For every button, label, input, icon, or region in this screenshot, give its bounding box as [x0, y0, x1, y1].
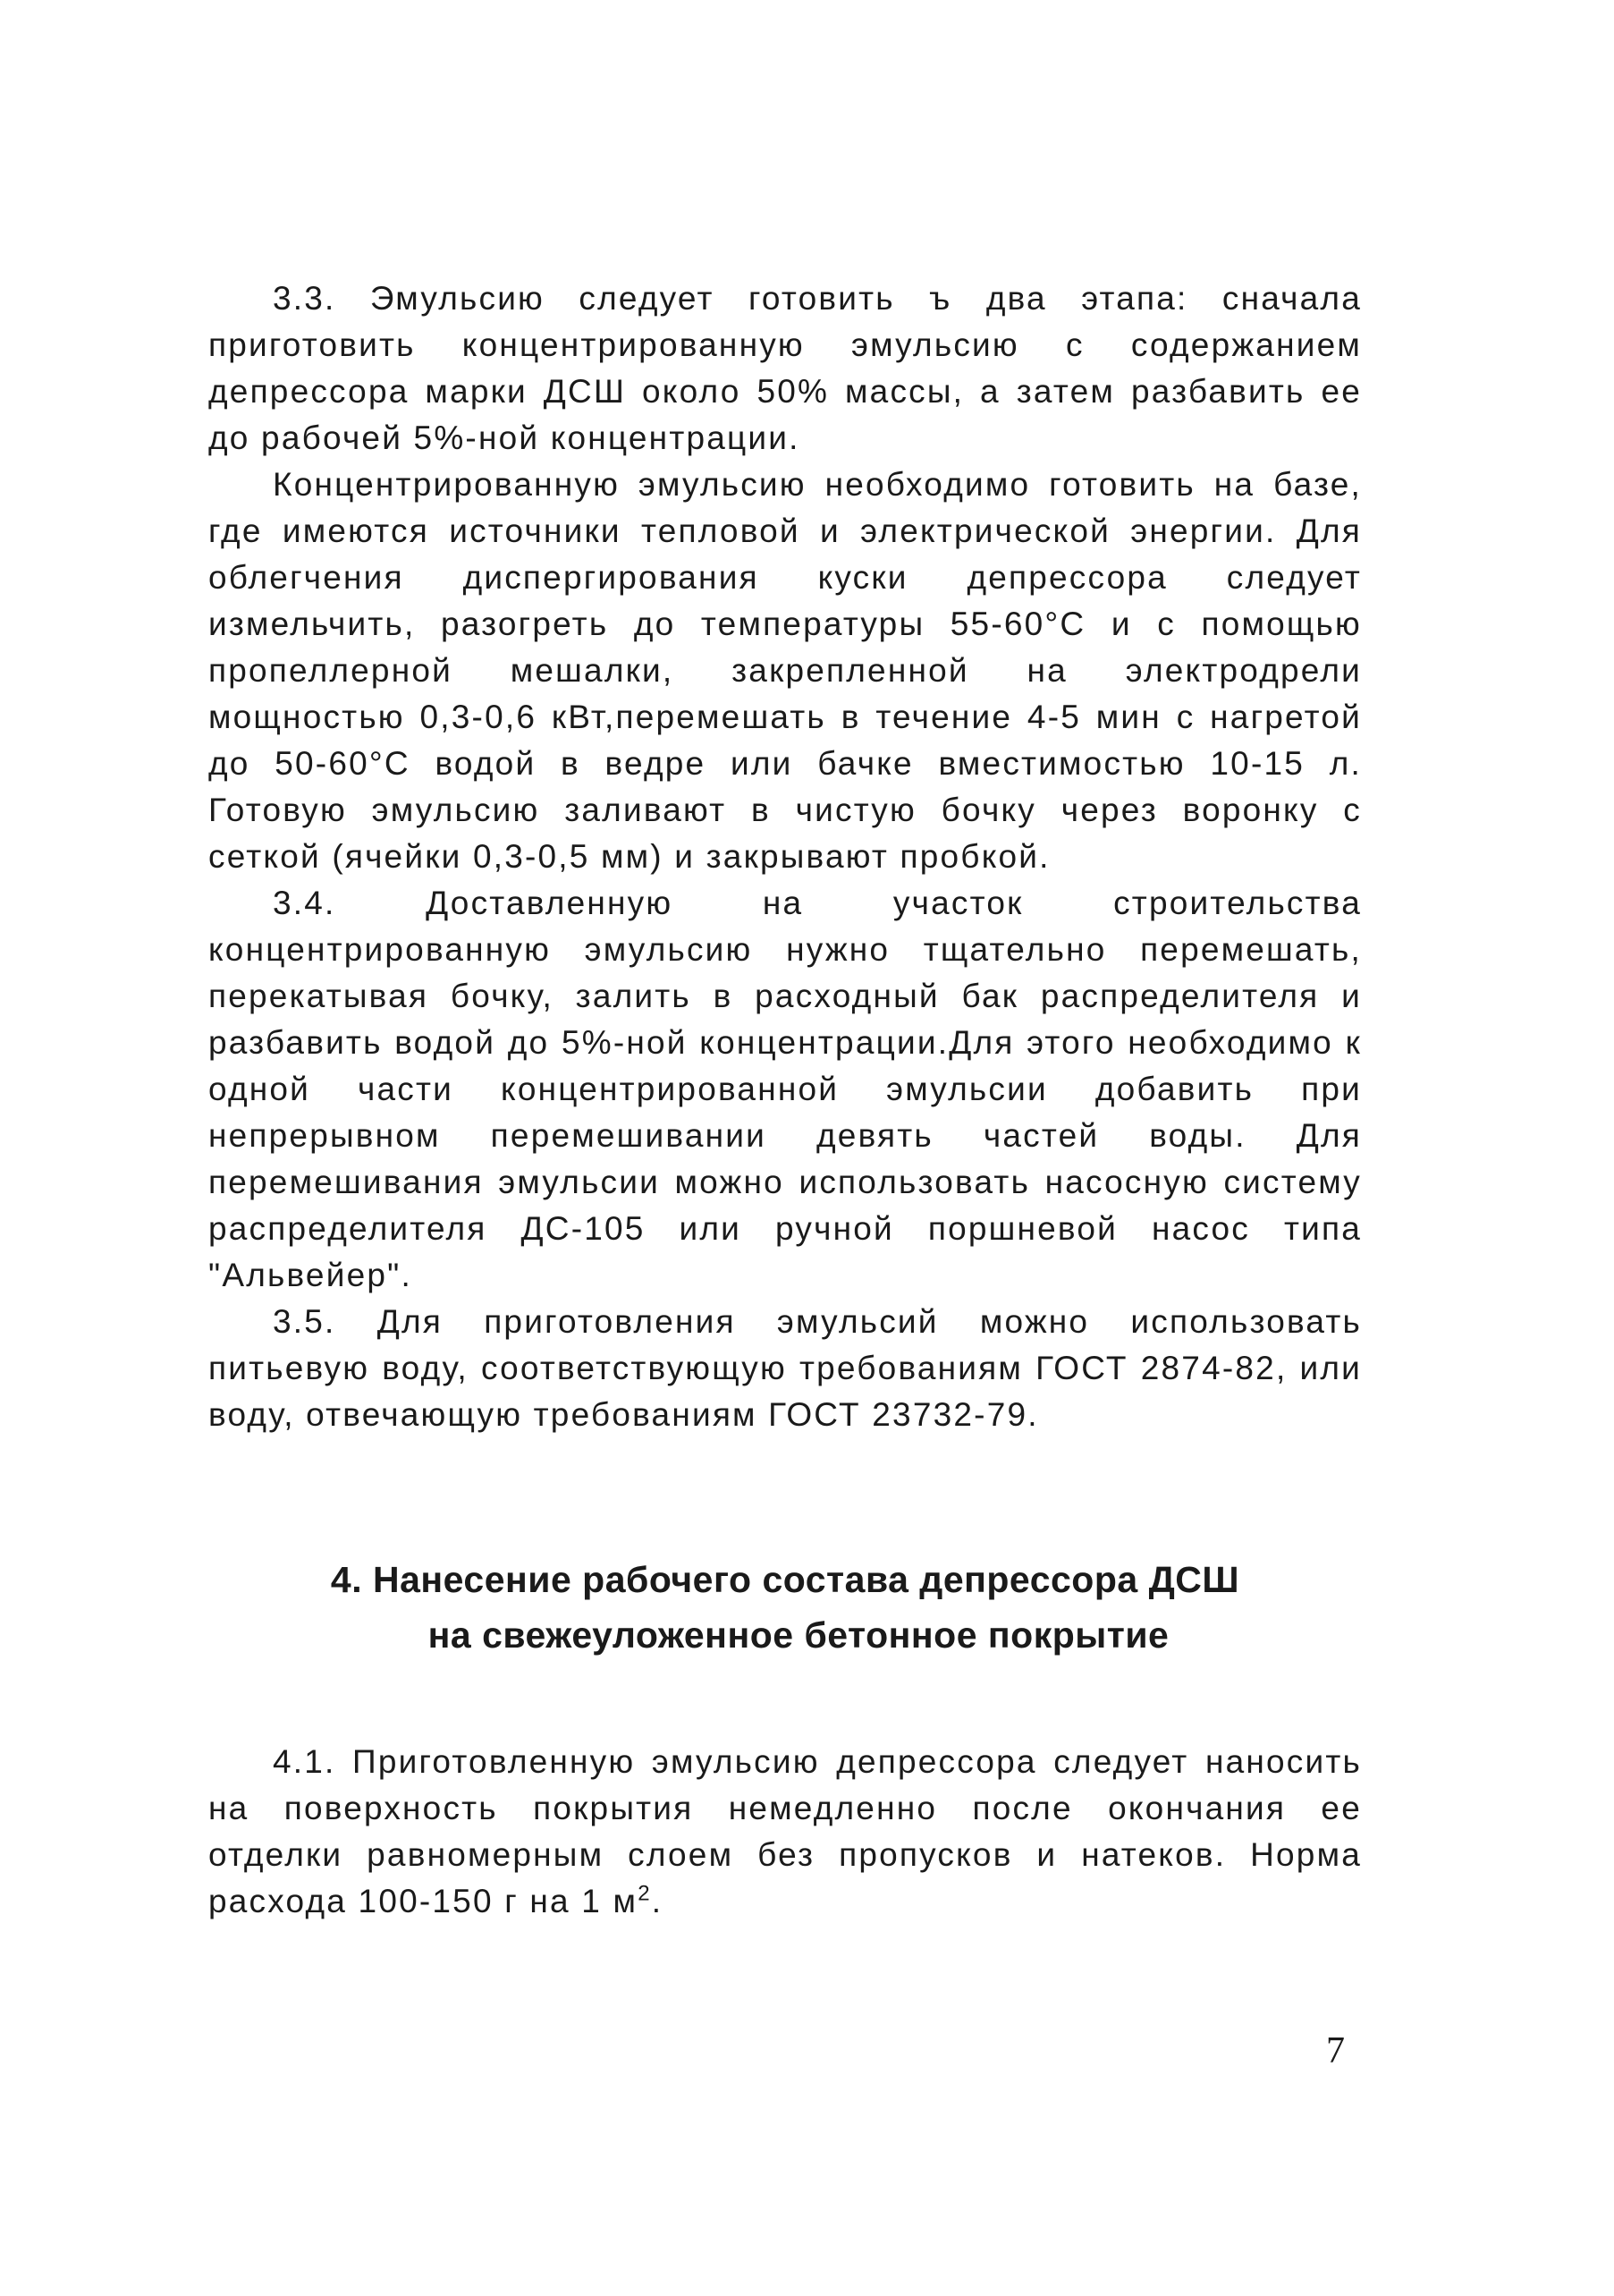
paragraph-3-4: 3.4. Доставленную на участок строительства концентрированную эмульсию нужно тщательно перемешать, перекатывая бочку, залить в расходный бак распределителя и разбавить водой до 5%-ной концентрации.Для этого необходимо к одной части концентрированной эмульсии добавить при непрерывном перемешивании девять частей воды. Для перемешивания эмульсии можно использовать насосную систему распределителя ДС-105 или ручной поршневой насос типа "Альвейер".	[208, 885, 1362, 1293]
section-4-heading-line-1: 4. Нанесение рабочего состава депрессора ДСШ	[330, 1559, 1240, 1600]
paragraph-3-5: 3.5. Для приготовления эмульсий можно использовать питьевую воду, соответствующую требованиям ГОСТ 2874-82, или воду, отвечающую требованиям ГОСТ 23732-79.	[208, 1303, 1362, 1433]
paragraph-3-3-continued: Концентрированную эмульсию необходимо готовить на базе, где имеются источники тепловой и электрической энергии. Для облегчения диспергирования куски депрессора следует измельчить, разогреть до температуры 55-60°С и с помощью пропеллерной мешалки, закрепленной на электродрели мощностью 0,3-0,6 кВт,перемешать в течение 4-5 мин с нагретой до 50-60°С водой в ведре или бачке вместимостью 10-15 л. Готовую эмульсию заливают в чистую бочку через воронку с сеткой (ячейки 0,3-0,5 мм) и закрывают пробкой.	[208, 466, 1362, 875]
section-3-text	[208, 275, 1362, 1438]
paragraph-4-1-end: .	[651, 1883, 663, 1919]
paragraph-4-1-text: 4.1. Приготовленную эмульсию депрессора следует наносить на поверхность покрытия немедленно после окончания ее отделки равномерным слоем без пропусков и натеков. Норма расхода 100-150 г на 1 м	[208, 1743, 1362, 1919]
superscript-square: 2	[638, 1881, 652, 1906]
paragraph-3-3: 3.3. Эмульсию следует готовить ъ два этапа: сначала приготовить концентрированную эмульсию с содержанием депрессора марки ДСШ около 50% массы, а затем разбавить ее до рабочей 5%-ной концентрации.	[208, 280, 1362, 456]
page-number: 7	[1326, 2030, 1345, 2071]
section-4-text	[208, 1739, 1362, 1925]
section-4-heading-line-2: на свежеуложенное бетонное покрытие	[427, 1614, 1170, 1656]
paragraph-4-1	[208, 1739, 1362, 1925]
section-4-heading	[208, 1552, 1362, 1663]
